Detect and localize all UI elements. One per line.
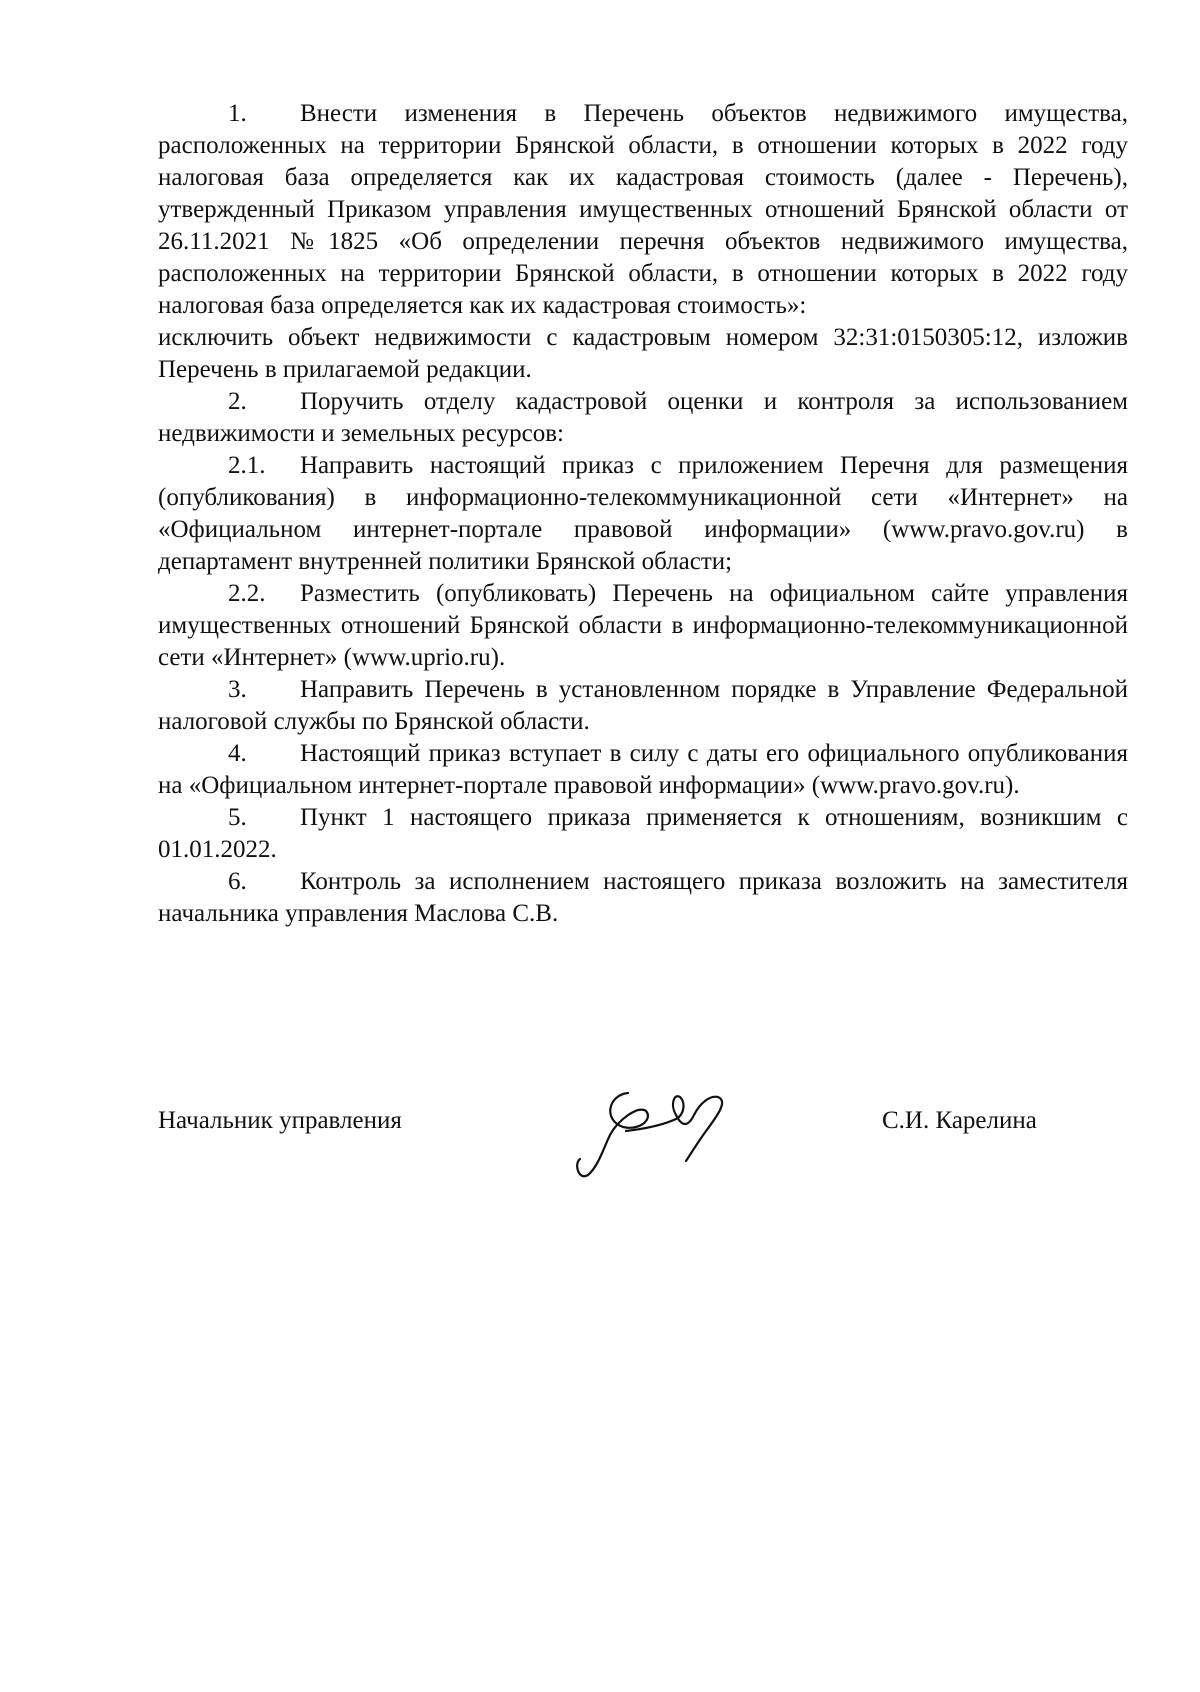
item-6: [158, 866, 1128, 930]
item-text: Разместить (опубликовать) Перечень на официальном сайте управления имущественных отношений Брянской области в информационно-телекоммуникационной сети «Интернет» (www.uprio.ru).: [158, 580, 1128, 671]
item-number: 3.: [228, 676, 247, 703]
document-body: [158, 98, 1128, 930]
item-5: [158, 802, 1128, 866]
item-text: Контроль за исполнением настоящего приказа возложить на заместителя начальника управления Маслова С.В.: [158, 868, 1128, 927]
item-number: 5.: [228, 804, 247, 831]
item-2-2: [158, 578, 1128, 674]
item-text: Направить настоящий приказ с приложением Перечня для размещения (опубликования) в информационно-телекоммуникационной сети «Интернет» на «Официальном интернет-портале правовой информации» (www.pravo.gov.ru) в департамент внутренней политики Брянской области;: [158, 452, 1128, 575]
item-text: Пункт 1 настоящего приказа применяется к отношениям, возникшим с 01.01.2022.: [158, 804, 1128, 863]
item-2-1: [158, 450, 1128, 578]
signatory-title: Начальник управления: [158, 1107, 402, 1134]
item-1: [158, 98, 1128, 322]
item-number: 1.: [228, 100, 247, 127]
item-number: 2.: [228, 388, 247, 415]
item-number: 6.: [228, 868, 247, 895]
item-number: 2.2.: [228, 580, 266, 607]
item-3: [158, 674, 1128, 738]
item-2: [158, 386, 1128, 450]
item-text: Внести изменения в Перечень объектов недвижимого имущества, расположенных на территории Брянской области, в отношении которых в 2022 году налоговая база определяется как их кадастровая стоимость (далее - Перечень), утвержденный Приказом управления имущественных отношений Брянской области от 26.11.2021 №1825 «Об определении перечня объектов недвижимого имущества, расположенных на территории Брянской области, в отношении которых в 2022 году налоговая база определяется как их кадастровая стоимость»:: [158, 100, 1128, 319]
item-number: 4.: [228, 740, 247, 767]
item-1-continuation: исключить объект недвижимости с кадастровым номером 32:31:0150305:12, изложив Перечень в прилагаемой редакции.: [158, 324, 1128, 383]
item-4: [158, 738, 1128, 802]
item-text: Настоящий приказ вступает в силу с даты его официального опубликования на «Официальном интернет-портале правовой информации» (www.pravo.gov.ru).: [158, 740, 1128, 799]
handwritten-signature: [568, 1075, 748, 1195]
item-number: 2.1.: [228, 452, 266, 479]
item-text: Поручить отделу кадастровой оценки и контроля за использованием недвижимости и земельных ресурсов:: [158, 388, 1128, 447]
signatory-name: С.И. Карелина: [882, 1107, 1037, 1134]
item-text: Направить Перечень в установленном порядке в Управление Федеральной налоговой службы по Брянской области.: [158, 676, 1128, 735]
signature-block: [158, 1075, 1058, 1195]
